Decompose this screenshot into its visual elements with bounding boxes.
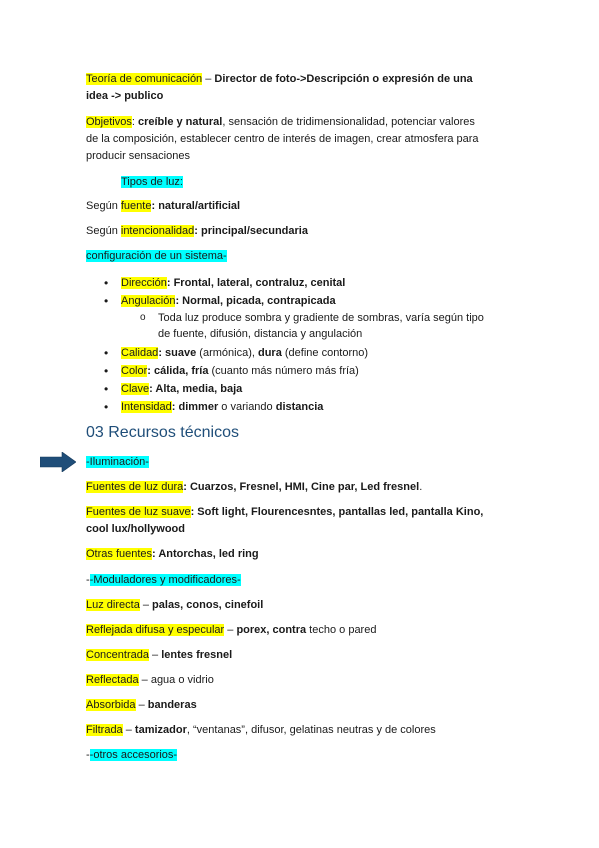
bullet-intensidad-rest: o variando <box>218 401 276 413</box>
teoria-text: Director de foto->Descripción o expresión de una <box>214 73 473 85</box>
bullet-calidad-value-2: dura <box>257 347 282 359</box>
bullet-clave-value: : Alta, media, baja <box>149 383 243 395</box>
bullet-dot: • <box>104 382 109 396</box>
absorbida-dash: – <box>135 699 148 711</box>
reflectada-rest: – agua o vidrio <box>138 674 214 686</box>
objetivos-bold: creíble y natural <box>137 116 223 128</box>
bullet-color-value: : cálida, fría <box>147 365 209 377</box>
intencionalidad-line <box>86 224 308 238</box>
bullet-intensidad-label: Intensidad <box>121 401 172 413</box>
iluminacion-line <box>86 455 149 469</box>
bullet-color-label: Color <box>121 365 148 377</box>
reflejada-label: Reflejada difusa y especular <box>86 624 225 636</box>
bullet-intensidad-value: : dimmer <box>171 401 219 413</box>
otras-fuentes-value: : Antorchas, led ring <box>152 548 259 560</box>
absorbida-label: Absorbida <box>86 699 136 711</box>
absorbida-line <box>86 698 197 712</box>
luz-directa-dash: – <box>139 599 153 611</box>
fuente-highlight: fuente <box>120 200 152 212</box>
bullet-dot: • <box>104 364 109 378</box>
reflejada-value: porex, contra <box>236 624 307 636</box>
luz-directa-value: palas, conos, cinefoil <box>152 599 264 611</box>
fuentes-dura-line <box>86 480 422 494</box>
reflectada-label: Reflectada <box>86 674 139 686</box>
reflectada-line <box>86 673 214 687</box>
bullet-intensidad <box>121 400 323 414</box>
filtrada-dash: – <box>122 724 135 736</box>
sub-bullet-line-2: de fuente, difusión, distancia y angulación <box>158 328 363 340</box>
bullet-calidad-rest-2: (define contorno) <box>281 347 369 359</box>
reflejada-rest: techo o pared <box>306 624 377 636</box>
reflejada-line <box>86 623 376 637</box>
intencionalidad-highlight: intencionalidad <box>120 225 195 237</box>
concentrada-dash: – <box>149 649 162 661</box>
objetivos-colon: : <box>131 116 138 128</box>
otros-accesorios-line <box>86 748 177 762</box>
filtrada-label: Filtrada <box>86 724 123 736</box>
intencionalidad-pre: Según <box>86 225 121 237</box>
fuentes-dura-value: : Cuarzos, Fresnel, HMI, Cine par, Led fresnel <box>183 481 420 493</box>
fuente-pre: Según <box>86 200 121 212</box>
iluminacion-label: -Iluminación- <box>86 456 149 468</box>
fuentes-suave-label: Fuentes de luz suave <box>86 506 191 518</box>
tipos-luz-label: Tipos de luz: <box>121 176 183 188</box>
bullet-intensidad-value-2: distancia <box>275 401 324 413</box>
fuentes-suave-value: : Soft light, Flourencesntes, pantallas led, pantalla Kino, <box>190 506 484 518</box>
tipos-luz-heading <box>121 175 183 189</box>
moduladores-dash: - <box>86 574 90 586</box>
otras-fuentes-line <box>86 547 259 561</box>
reflejada-dash: – <box>224 624 237 636</box>
teoria-line-1 <box>86 72 473 86</box>
bullet-direccion-value: : Frontal, lateral, contraluz, cenital <box>166 277 346 289</box>
teoria-dash: – <box>202 73 215 85</box>
luz-directa-line <box>86 598 263 612</box>
concentrada-line <box>86 648 232 662</box>
fuentes-dura-label: Fuentes de luz dura <box>86 481 184 493</box>
bullet-angulacion <box>121 294 336 308</box>
sub-bullet-line-1: Toda luz produce sombra y gradiente de sombras, varía según tipo <box>158 312 484 324</box>
objetivos-line-3: producir sensaciones <box>86 150 190 162</box>
fuente-value: : natural/artificial <box>151 200 241 212</box>
moduladores-label: -Moduladores y modificadores- <box>89 574 241 586</box>
filtrada-rest: , “ventanas”, difusor, gelatinas neutras y de colores <box>186 724 436 736</box>
teoria-line-2: idea -> publico <box>86 90 164 102</box>
objetivos-label: Objetivos <box>86 116 132 128</box>
absorbida-value: banderas <box>147 699 197 711</box>
bullet-calidad <box>121 346 368 360</box>
arrow-right-icon <box>40 452 76 472</box>
otros-accesorios-dash: - <box>86 749 90 761</box>
bullet-calidad-value: : suave <box>158 347 197 359</box>
filtrada-line <box>86 723 436 737</box>
bullet-clave-label: Clave <box>121 383 150 395</box>
bullet-direccion <box>121 276 345 290</box>
sub-bullet-marker: o <box>140 312 146 323</box>
bullet-angulacion-label: Angulación <box>121 295 176 307</box>
bullet-angulacion-value: : Normal, picada, contrapicada <box>175 295 336 307</box>
configuracion-line <box>86 249 227 263</box>
bullet-color-rest: (cuanto más número más fría) <box>208 365 359 377</box>
objetivos-line-2: de la composición, establecer centro de interés de imagen, crear atmosfera para <box>86 133 479 145</box>
bullet-dot: • <box>104 346 109 360</box>
bullet-calidad-rest: (armónica), <box>196 347 258 359</box>
bullet-direccion-label: Dirección <box>121 277 167 289</box>
objetivos-line-1 <box>86 115 475 129</box>
fuentes-suave-line-2: cool lux/hollywood <box>86 523 185 535</box>
moduladores-line <box>86 573 241 587</box>
objetivos-rest: , sensación de tridimensionalidad, potenciar valores <box>222 116 475 128</box>
intencionalidad-value: : principal/secundaria <box>194 225 308 237</box>
concentrada-label: Concentrada <box>86 649 149 661</box>
fuentes-dura-period: . <box>419 481 423 493</box>
bullet-color <box>121 364 359 378</box>
otros-accesorios-label: -otros accesorios- <box>89 749 178 761</box>
bullet-calidad-label: Calidad <box>121 347 159 359</box>
section-title: 03 Recursos técnicos <box>86 424 239 441</box>
configuracion-label: configuración de un sistema- <box>86 250 227 262</box>
concentrada-value: lentes fresnel <box>161 649 233 661</box>
bullet-dot: • <box>104 294 109 308</box>
bullet-dot: • <box>104 276 109 290</box>
filtrada-value: tamizador <box>134 724 187 736</box>
otras-fuentes-label: Otras fuentes <box>86 548 153 560</box>
fuentes-suave-line-1 <box>86 505 483 519</box>
teoria-label: Teoría de comunicación <box>86 73 203 85</box>
fuente-line <box>86 199 240 213</box>
bullet-dot: • <box>104 400 109 414</box>
bullet-clave <box>121 382 242 396</box>
luz-directa-label: Luz directa <box>86 599 140 611</box>
